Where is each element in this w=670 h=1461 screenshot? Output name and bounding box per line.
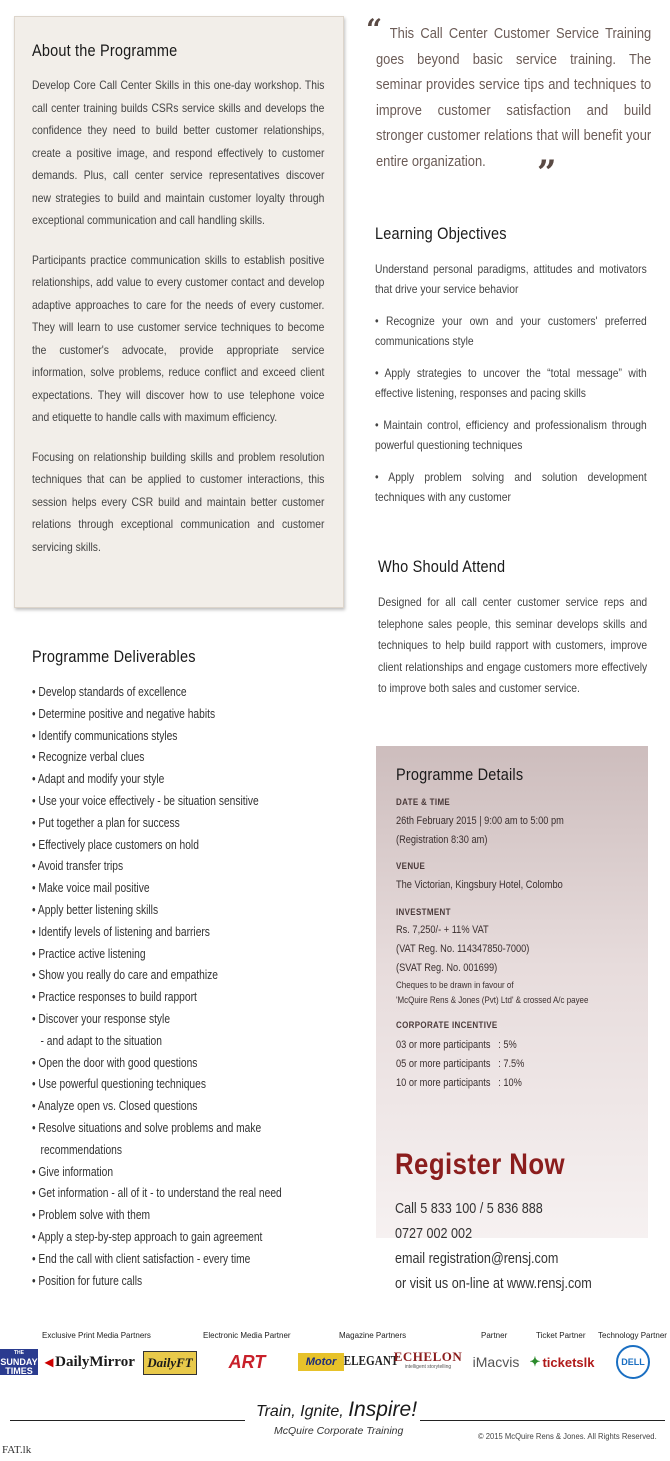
deliverables-title: Programme Deliverables xyxy=(32,648,196,666)
open-quote-icon: “ xyxy=(366,13,383,46)
quote-block xyxy=(376,21,651,174)
deliverable-item: • Apply better listening skills xyxy=(32,902,159,917)
ticketslk-logo: ✦ ticketslk xyxy=(529,1354,595,1370)
deliverable-item: • Open the door with good questions xyxy=(32,1055,198,1070)
deliverable-item: • Analyze open vs. Closed questions xyxy=(32,1099,198,1114)
incentive-item: 05 or more participants : 7.5% xyxy=(396,1058,525,1070)
elegant-logo: ELEGANT xyxy=(343,1354,399,1369)
art-tv-logo: ART xyxy=(228,1351,266,1372)
attend-body xyxy=(378,592,647,712)
daily-ft-logo: DailyFT xyxy=(143,1351,197,1375)
deliverable-item: • Practice responses to build rapport xyxy=(32,990,197,1005)
svat-reg: (SVAT Reg. No. 001699) xyxy=(396,962,498,974)
dell-logo: DELL xyxy=(616,1345,650,1379)
objective-item: • Apply problem solving and solution development techniques with any customer xyxy=(375,470,647,504)
deliverable-item: • Use powerful questioning techniques xyxy=(32,1077,206,1092)
objective-item: • Recognize your own and your customers' preferred communications style xyxy=(375,314,647,348)
deliverable-item: • Get information - all of it - to understand the real need xyxy=(32,1186,282,1201)
deliverable-item: • Use your voice effectively - be situation sensitive xyxy=(32,793,259,808)
objective-item: • Maintain control, efficiency and professionalism through powerful questioning techniques xyxy=(375,418,647,452)
phone-numbers[interactable]: Call 5 833 100 / 5 836 888 xyxy=(395,1200,543,1217)
deliverable-item: • Apply a step-by-step approach to gain agreement xyxy=(32,1229,263,1244)
date-line: 26th February 2015 | 9:00 am to 5:00 pm xyxy=(396,815,564,827)
mobile-number[interactable]: 0727 002 002 xyxy=(395,1225,473,1242)
deliverable-item: • Practice active listening xyxy=(32,946,146,961)
incentive-item: 10 or more participants : 10% xyxy=(396,1077,522,1089)
website-link[interactable]: or visit us on-line at www.rensj.com xyxy=(395,1275,592,1292)
deliverable-item: • Make voice mail positive xyxy=(32,881,150,896)
about-body xyxy=(32,74,324,558)
daily-mirror-logo: ◂ DailyMirror xyxy=(45,1353,135,1371)
daily-mirror-arrow-icon: ◂ xyxy=(45,1354,54,1371)
tagline: Train, Ignite, Inspire! xyxy=(256,1398,418,1421)
deliverable-item: - and adapt to the situation xyxy=(32,1033,162,1048)
deliverable-item: • Discover your response style xyxy=(32,1011,171,1026)
deliverable-item: • Develop standards of excellence xyxy=(32,685,187,699)
cheque-note-1: Cheques to be drawn in favour of xyxy=(396,980,514,991)
email-link[interactable]: email registration@rensj.com xyxy=(395,1250,559,1267)
footer-rule-right xyxy=(420,1420,665,1421)
attend-title: Who Should Attend xyxy=(378,558,506,576)
deliverable-item: • Show you really do care and empathize xyxy=(32,968,218,983)
echelon-logo: ECHELON intelligent storytelling xyxy=(393,1349,463,1370)
about-title: About the Programme xyxy=(32,42,178,60)
copyright: © 2015 McQuire Rens & Jones. All Rights Reserved. xyxy=(478,1431,657,1441)
vat-reg: (VAT Reg. No. 114347850-7000) xyxy=(396,943,530,955)
deliverable-item: • Give information xyxy=(32,1164,114,1179)
about-paragraph-1: Develop Core Call Center Skills in this one-day workshop. This call center training builds CSRs service skills and develops the confidence they need to build better customer relationships, create a positive image, and respond effectively to customer demands. Plus, call center service representatives discover new strategies to build and maintain customer loyalty through exceptional communication and call handling skills. xyxy=(32,78,325,227)
cheque-note-2: 'McQuire Rens & Jones (Pvt) Ltd' & crossed A/c payee xyxy=(396,995,589,1006)
objective-item: • Apply strategies to uncover the “total message” with effective listening, responses and pacing skills xyxy=(375,366,647,400)
deliverable-item: • Determine positive and negative habits xyxy=(32,706,216,721)
objectives-list xyxy=(375,259,647,519)
registration-time: (Registration 8:30 am) xyxy=(396,834,488,846)
details-title: Programme Details xyxy=(396,766,524,784)
deliverable-item: • Avoid transfer trips xyxy=(32,859,124,874)
deliverable-item: • Effectively place customers on hold xyxy=(32,837,199,852)
register-now-heading: Register Now xyxy=(395,1148,566,1181)
print-partners-label: Exclusive Print Media Partners xyxy=(42,1331,151,1340)
about-paragraph-2: Participants practice communication skills to establish positive relationships, add value to every customer contact and develop adaptive approaches to care for the needs of every customer. They will learn to use customer service techniques to become the customer's advocate, provide appropriate service information, solve problems, reduce conflict and exceed client expectations. They will discover how to use telephone voice and etiquette to handle calls with maximum efficiency. xyxy=(32,252,325,424)
motor-logo: Motor xyxy=(298,1353,344,1371)
about-paragraph-3: Focusing on relationship building skills and problem resolution techniques that can be applied to customer interactions, this session helps every CSR build and maintain better customer relations through exceptional communication and customer servicing skills. xyxy=(32,449,325,554)
ticket-partner-label: Ticket Partner xyxy=(536,1331,586,1340)
partner-label: Partner xyxy=(481,1331,508,1340)
deliverable-item: • Problem solve with them xyxy=(32,1208,151,1223)
incentive-item: 03 or more participants : 5% xyxy=(396,1039,517,1051)
venue-label: VENUE xyxy=(396,861,426,872)
deliverable-item: • Position for future calls xyxy=(32,1273,143,1288)
incentive-label: CORPORATE INCENTIVE xyxy=(396,1020,498,1031)
objectives-title: Learning Objectives xyxy=(375,225,507,243)
deliverable-item: • Adapt and modify your style xyxy=(32,772,165,787)
deliverable-item: • End the call with client satisfaction - every time xyxy=(32,1251,251,1266)
deliverable-item: • Identify levels of listening and barriers xyxy=(32,924,210,939)
deliverable-item: • Put together a plan for success xyxy=(32,815,180,830)
deliverable-item: • Resolve situations and solve problems and make xyxy=(32,1120,262,1135)
ticket-icon: ✦ xyxy=(529,1354,541,1369)
watermark: FAT.lk xyxy=(2,1444,32,1456)
sunday-times-logo: THE SUNDAY TIMES xyxy=(0,1349,38,1376)
magazine-partners-label: Magazine Partners xyxy=(339,1331,407,1340)
technology-partner-label: Technology Partner xyxy=(598,1331,667,1340)
date-label: DATE & TIME xyxy=(396,797,451,808)
objective-item: Understand personal paradigms, attitudes and motivators that drive your service behavior xyxy=(375,262,647,296)
deliverable-item: • Identify communications styles xyxy=(32,728,178,743)
venue-value: The Victorian, Kingsbury Hotel, Colombo xyxy=(396,879,563,891)
close-quote-icon: ” xyxy=(537,153,557,193)
deliverable-item: recommendations xyxy=(32,1142,123,1157)
electronic-partner-label: Electronic Media Partner xyxy=(203,1331,291,1340)
investment-label: INVESTMENT xyxy=(396,907,451,918)
quote-text: This Call Center Customer Service Training goes beyond basic service training. The seminar provides service tips and techniques to improve customer satisfaction and build stronger customer relations that will benefit your entire organization. xyxy=(376,25,652,170)
investment-price: Rs. 7,250/- + 11% VAT xyxy=(396,924,489,936)
register-contacts xyxy=(395,1196,664,1296)
company-name: McQuire Corporate Training xyxy=(274,1425,404,1437)
footer-rule-left xyxy=(10,1420,245,1421)
deliverables-list xyxy=(32,682,282,1292)
deliverable-item: • Recognize verbal clues xyxy=(32,750,145,765)
imacvis-logo: iMacvis xyxy=(472,1354,520,1370)
details-body xyxy=(396,797,640,1093)
attend-text: Designed for all call center customer service reps and telephone sales people, this seminar develops skills and techniques to help build rapport with customers, improve client relationships and engage customers more effectively to improve both sales and customer service. xyxy=(378,595,648,695)
